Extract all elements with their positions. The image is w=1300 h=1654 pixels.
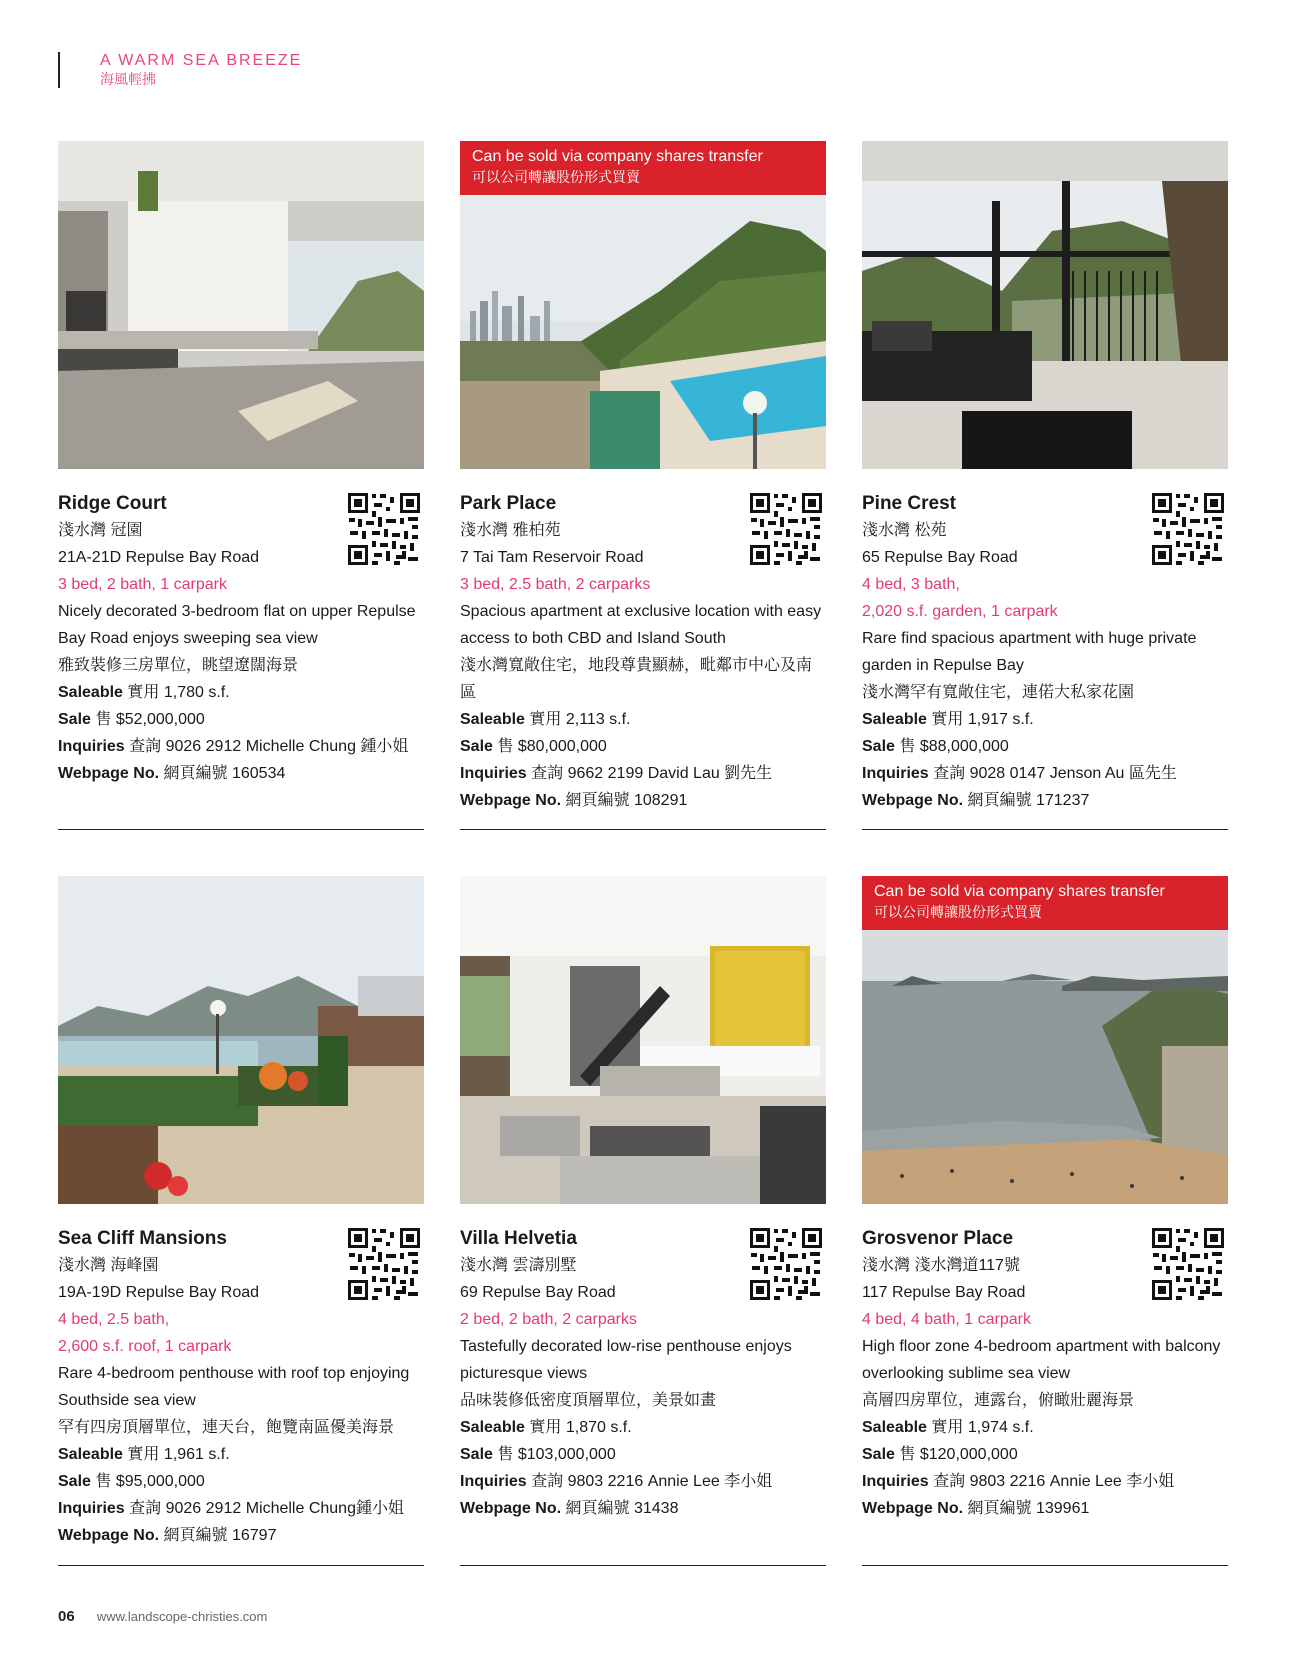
price-row: Sale 售 $52,000,000 — [58, 711, 205, 728]
listing-spec-extra: 2,020 s.f. garden, 1 carpark — [862, 603, 1058, 620]
listing-spec: 4 bed, 2.5 bath, — [58, 1311, 170, 1328]
divider — [58, 1565, 424, 1566]
listing-address: 117 Repulse Bay Road — [862, 1284, 1026, 1301]
page-number: 06 — [58, 1608, 75, 1625]
saleable-area: 1,974 s.f. — [967, 1419, 1034, 1436]
qr-code[interactable] — [748, 491, 824, 567]
listing-description-zh: 罕有四房頂層單位，連天台，飽覽南區優美海景 — [58, 1419, 395, 1436]
listing-spec: 3 bed, 2 bath, 1 carpark — [58, 576, 227, 593]
section-title: A WARM SEA BREEZE — [100, 52, 303, 69]
contact: 9803 2216 Annie Lee 李小姐 — [567, 1473, 773, 1490]
divider — [460, 829, 826, 830]
saleable-row: Saleable 實用 2,113 s.f. — [460, 711, 631, 728]
listing-district: 淺水灣 海峰園 — [58, 1257, 159, 1274]
listing-address: 19A-19D Repulse Bay Road — [58, 1284, 260, 1301]
qr-code[interactable] — [346, 491, 422, 567]
listing-spec-extra: 2,600 s.f. roof, 1 carpark — [58, 1338, 232, 1355]
section-title-zh: 海風輕拂 — [100, 71, 156, 87]
listing-address: 7 Tai Tam Reservoir Road — [460, 549, 644, 566]
listing-name[interactable]: Grosvenor Place — [862, 1228, 1014, 1249]
webpage-row: Webpage No. 網頁編號 16797 — [58, 1527, 277, 1544]
inquiries-row: Inquiries 查詢 9803 2216 Annie Lee 李小姐 — [862, 1473, 1175, 1490]
listing-name[interactable]: Villa Helvetia — [460, 1228, 577, 1249]
saleable-area: 1,917 s.f. — [967, 711, 1034, 728]
price: $103,000,000 — [517, 1446, 616, 1463]
listing-photo[interactable] — [862, 141, 1228, 469]
listing-description-zh: 淺水灣罕有寬敞住宅，連偌大私家花園 — [862, 684, 1135, 701]
listing-description: Spacious apartment at exclusive location with easy access to both CBD and Island South — [460, 603, 822, 647]
webpage-row: Webpage No. 網頁編號 108291 — [460, 792, 688, 809]
listing-photo[interactable] — [460, 876, 826, 1204]
divider — [58, 829, 424, 830]
listing-address: 65 Repulse Bay Road — [862, 549, 1018, 566]
webpage-number: 160534 — [231, 765, 286, 782]
listing-description-zh: 高層四房單位，連露台，俯瞰壯麗海景 — [862, 1392, 1135, 1409]
inquiries-row: Inquiries 查詢 9026 2912 Michelle Chung 鍾小姐 — [58, 738, 409, 755]
saleable-row: Saleable 實用 1,870 s.f. — [460, 1419, 632, 1436]
website-link[interactable]: www.landscope-christies.com — [96, 1609, 268, 1624]
listing-address: 21A-21D Repulse Bay Road — [58, 549, 260, 566]
price-row: Sale 售 $120,000,000 — [862, 1446, 1018, 1463]
webpage-row: Webpage No. 網頁編號 31438 — [460, 1500, 679, 1517]
listing-description: Tastefully decorated low-rise penthouse enjoys picturesque views — [460, 1338, 792, 1382]
saleable-row: Saleable 實用 1,974 s.f. — [862, 1419, 1034, 1436]
listing-district: 淺水灣 松苑 — [862, 522, 947, 539]
inquiries-row: Inquiries 查詢 9803 2216 Annie Lee 李小姐 — [460, 1473, 773, 1490]
listing-description-zh: 雅致裝修三房單位，眺望遼闊海景 — [58, 657, 299, 674]
listing-description: Nicely decorated 3-bedroom flat on upper Repulse Bay Road enjoys sweeping sea view — [58, 603, 416, 647]
listing-spec: 2 bed, 2 bath, 2 carparks — [460, 1311, 637, 1328]
shares-transfer-banner: Can be sold via company shares transfer 可以公司轉讓股份形式買賣 — [460, 141, 826, 195]
shares-transfer-banner: Can be sold via company shares transfer 可以公司轉讓股份形式買賣 — [862, 876, 1228, 930]
price: $80,000,000 — [517, 738, 607, 755]
webpage-number: 108291 — [633, 792, 688, 809]
saleable-area: 1,870 s.f. — [565, 1419, 632, 1436]
inquiries-row: Inquiries 查詢 9028 0147 Jenson Au 區先生 — [862, 765, 1177, 782]
contact: 9662 2199 David Lau 劉先生 — [567, 765, 773, 782]
inquiries-row: Inquiries 查詢 9662 2199 David Lau 劉先生 — [460, 765, 773, 782]
saleable-area: 1,961 s.f. — [163, 1446, 230, 1463]
listing-photo[interactable] — [862, 876, 1228, 1204]
listing-photo[interactable] — [58, 876, 424, 1204]
webpage-number: 139961 — [1035, 1500, 1090, 1517]
webpage-row: Webpage No. 網頁編號 171237 — [862, 792, 1090, 809]
listing-spec: 3 bed, 2.5 bath, 2 carparks — [460, 576, 651, 593]
listing-name[interactable]: Pine Crest — [862, 493, 956, 514]
listing-district: 淺水灣 淺水灣道117號 — [862, 1257, 1020, 1274]
qr-code[interactable] — [1150, 491, 1226, 567]
listing-name[interactable]: Sea Cliff Mansions — [58, 1228, 227, 1249]
webpage-number: 31438 — [633, 1500, 679, 1517]
contact: 9026 2912 Michelle Chung鍾小姐 — [165, 1500, 404, 1517]
listing-description: High floor zone 4-bedroom apartment with balcony overlooking sublime sea view — [862, 1338, 1221, 1382]
contact: 9803 2216 Annie Lee 李小姐 — [969, 1473, 1175, 1490]
webpage-number: 171237 — [1035, 792, 1090, 809]
saleable-area: 2,113 s.f. — [565, 711, 631, 728]
divider — [460, 1565, 826, 1566]
price-row: Sale 售 $103,000,000 — [460, 1446, 616, 1463]
listing-spec: 4 bed, 4 bath, 1 carpark — [862, 1311, 1031, 1328]
page-footer — [58, 1608, 267, 1625]
qr-code[interactable] — [748, 1226, 824, 1302]
listing-description-zh: 品味裝修低密度頂層單位，美景如畫 — [460, 1392, 717, 1409]
price-row: Sale 售 $80,000,000 — [460, 738, 607, 755]
saleable-row: Saleable 實用 1,917 s.f. — [862, 711, 1034, 728]
price-row: Sale 售 $88,000,000 — [862, 738, 1009, 755]
listing-district: 淺水灣 雲濤別墅 — [460, 1257, 577, 1274]
webpage-row: Webpage No. 網頁編號 139961 — [862, 1500, 1090, 1517]
listing-name[interactable]: Park Place — [460, 493, 557, 514]
qr-code[interactable] — [346, 1226, 422, 1302]
listing-spec: 4 bed, 3 bath, — [862, 576, 960, 593]
listing-photo[interactable] — [58, 141, 424, 469]
saleable-area: 1,780 s.f. — [163, 684, 230, 701]
listing-district: 淺水灣 冠園 — [58, 522, 143, 539]
listing-description: Rare 4-bedroom penthouse with roof top enjoying Southside sea view — [58, 1365, 410, 1409]
listing-name[interactable]: Ridge Court — [58, 493, 167, 514]
contact: 9026 2912 Michelle Chung 鍾小姐 — [165, 738, 409, 755]
price: $95,000,000 — [115, 1473, 205, 1490]
inquiries-row: Inquiries 查詢 9026 2912 Michelle Chung鍾小姐 — [58, 1500, 404, 1517]
price: $88,000,000 — [919, 738, 1009, 755]
saleable-row: Saleable 實用 1,961 s.f. — [58, 1446, 230, 1463]
contact: 9028 0147 Jenson Au 區先生 — [969, 765, 1177, 782]
divider — [862, 1565, 1228, 1566]
listing-description: Rare find spacious apartment with huge private garden in Repulse Bay — [862, 630, 1197, 674]
listing-district: 淺水灣 雅柏苑 — [460, 522, 561, 539]
qr-code[interactable] — [1150, 1226, 1226, 1302]
webpage-row: Webpage No. 網頁編號 160534 — [58, 765, 286, 782]
listing-photo[interactable] — [460, 141, 826, 469]
price-row: Sale 售 $95,000,000 — [58, 1473, 205, 1490]
saleable-row: Saleable 實用 1,780 s.f. — [58, 684, 230, 701]
listing-address: 69 Repulse Bay Road — [460, 1284, 616, 1301]
webpage-number: 16797 — [231, 1527, 277, 1544]
price: $120,000,000 — [919, 1446, 1018, 1463]
listing-description-zh: 淺水灣寬敞住宅，地段尊貴顯赫，毗鄰市中心及南區 — [460, 657, 813, 701]
page-header — [58, 52, 302, 88]
divider — [862, 829, 1228, 830]
price: $52,000,000 — [115, 711, 205, 728]
